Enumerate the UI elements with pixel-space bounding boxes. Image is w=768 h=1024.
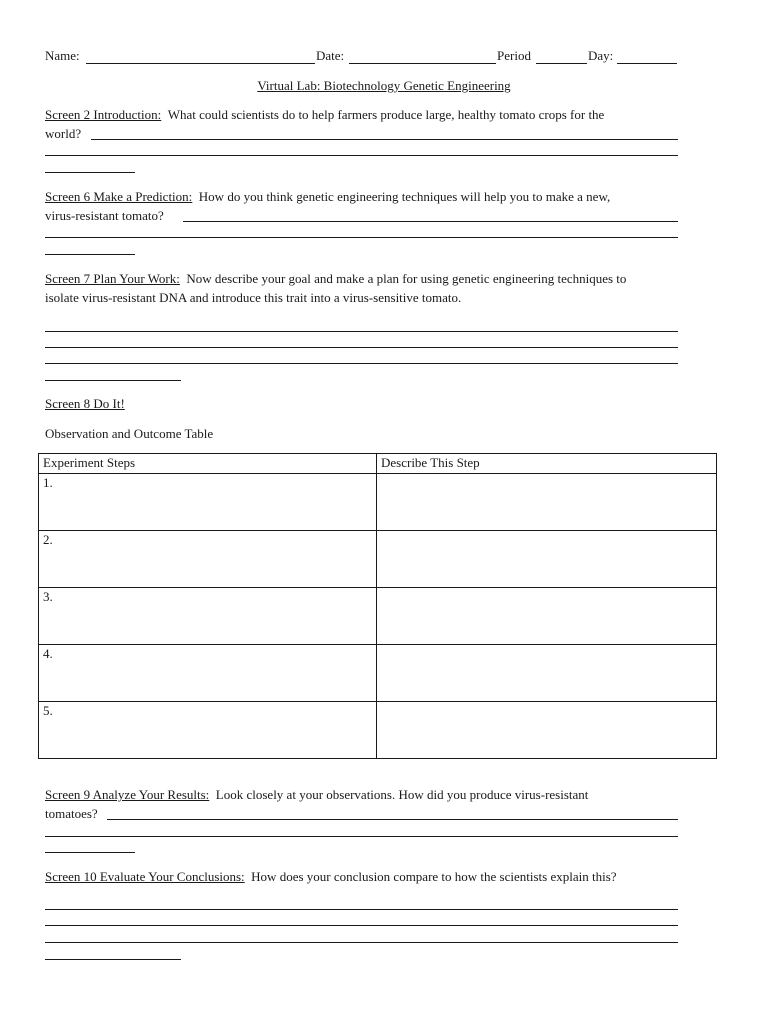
screen7-label: Screen 7 Plan Your Work: [45, 271, 180, 286]
screen6-label: Screen 6 Make a Prediction: [45, 189, 193, 204]
screen2-answer-line[interactable] [91, 139, 678, 140]
screen2-text: What could scientists do to help farmers produce large, healthy tomato crops for the [167, 107, 605, 122]
step-cell[interactable]: 5. [39, 702, 377, 759]
screen10-answer-line[interactable] [45, 909, 678, 910]
screen2-question [45, 107, 604, 123]
describe-cell[interactable] [377, 531, 717, 588]
table-row [39, 474, 717, 531]
period-blank[interactable] [536, 63, 587, 64]
step-cell[interactable]: 2. [39, 531, 377, 588]
screen8-label: Screen 8 Do It! [45, 396, 125, 411]
table-row [39, 531, 717, 588]
describe-cell[interactable] [377, 702, 717, 759]
screen9-answer-line[interactable] [45, 836, 678, 837]
screen2-answer-line[interactable] [45, 155, 678, 156]
screen7-text-2: isolate virus-resistant DNA and introduce this trait into a virus-sensitive tomato. [45, 290, 462, 305]
table-row [39, 588, 717, 645]
screen2-label: Screen 2 Introduction: [45, 107, 162, 122]
page-title: Virtual Lab: Biotechnology Genetic Engineering [257, 78, 511, 93]
observation-table [38, 453, 717, 759]
screen9-answer-line[interactable] [45, 852, 135, 853]
describe-cell[interactable] [377, 474, 717, 531]
screen7-answer-line[interactable] [45, 380, 181, 381]
screen2-text-2: world? [45, 126, 82, 141]
date-blank[interactable] [349, 63, 496, 64]
column-header-describe: Describe This Step [377, 454, 717, 474]
screen10-text: How does your conclusion compare to how the scientists explain this? [251, 869, 617, 884]
screen9-text: Look closely at your observations. How did you produce virus-resistant [215, 787, 589, 802]
screen7-answer-line[interactable] [45, 363, 678, 364]
screen7-answer-line[interactable] [45, 331, 678, 332]
step-cell[interactable]: 4. [39, 645, 377, 702]
screen10-question [45, 869, 617, 885]
describe-cell[interactable] [377, 588, 717, 645]
name-blank[interactable] [86, 63, 315, 64]
screen7-answer-line[interactable] [45, 347, 678, 348]
screen6-answer-line[interactable] [183, 221, 678, 222]
day-label: Day: [588, 48, 614, 63]
screen10-label: Screen 10 Evaluate Your Conclusions: [45, 869, 245, 884]
column-header-steps: Experiment Steps [39, 454, 377, 474]
table-caption: Observation and Outcome Table [45, 426, 214, 441]
screen10-answer-line[interactable] [45, 959, 181, 960]
screen6-answer-line[interactable] [45, 254, 135, 255]
table-header-row [39, 454, 717, 474]
step-cell[interactable]: 1. [39, 474, 377, 531]
period-label: Period [497, 48, 531, 63]
screen9-answer-line[interactable] [107, 819, 678, 820]
screen6-text-2: virus-resistant tomato? [45, 208, 164, 223]
day-blank[interactable] [617, 63, 677, 64]
screen9-label: Screen 9 Analyze Your Results: [45, 787, 210, 802]
table-row [39, 702, 717, 759]
screen7-question [45, 271, 626, 287]
step-cell[interactable]: 3. [39, 588, 377, 645]
describe-cell[interactable] [377, 645, 717, 702]
table-row [39, 645, 717, 702]
screen9-text-2: tomatoes? [45, 806, 98, 821]
screen10-answer-line[interactable] [45, 942, 678, 943]
screen6-question [45, 189, 610, 205]
screen6-answer-line[interactable] [45, 237, 678, 238]
screen6-text: How do you think genetic engineering techniques will help you to make a new, [198, 189, 611, 204]
date-label: Date: [316, 48, 345, 63]
screen7-text: Now describe your goal and make a plan for using genetic engineering techniques to [186, 271, 627, 286]
name-label: Name: [45, 48, 80, 63]
screen2-answer-line[interactable] [45, 172, 135, 173]
screen9-question [45, 787, 588, 803]
screen10-answer-line[interactable] [45, 925, 678, 926]
